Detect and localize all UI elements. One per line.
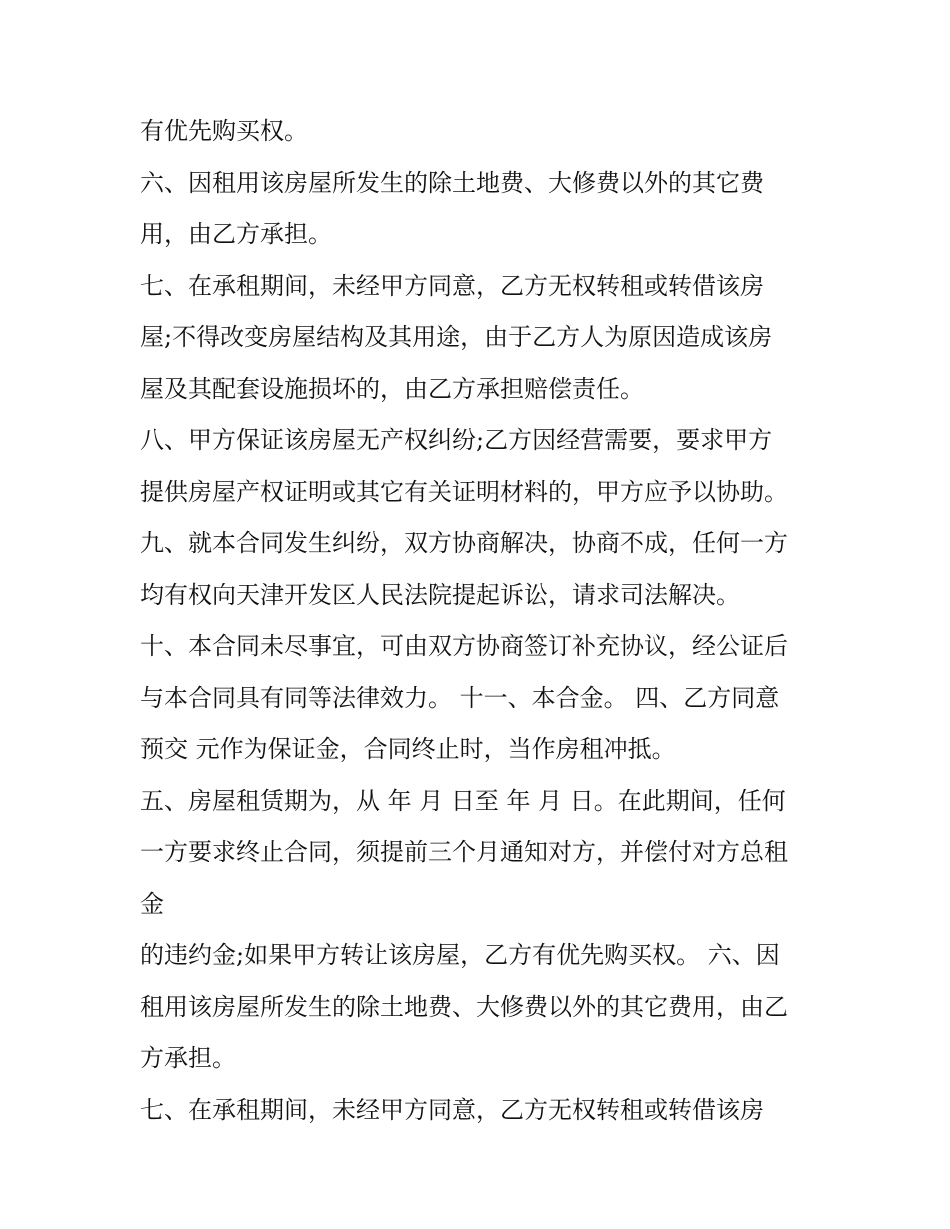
text-line: 屋及其配套设施损坏的，由乙方承担赔偿责任。 xyxy=(140,374,644,403)
text-line: 七、在承租期间，未经甲方同意，乙方无权转租或转借该房 xyxy=(140,271,764,300)
text-line: 屋;不得改变房屋结构及其用途，由于乙方人为原因造成该房 xyxy=(140,323,773,351)
text-line: 均有权向天津开发区人民法院提起诉讼，请求司法解决。 xyxy=(140,580,740,609)
text-line: 方承担。 xyxy=(140,1044,236,1072)
text-line: 预交 元作为保证金，合同终止时，当作房租冲抵。 xyxy=(140,735,676,763)
text-line: 租用该房屋所发生的除土地费、大修费以外的其它费用，由乙 xyxy=(140,992,788,1021)
text-line: 金 xyxy=(140,889,164,918)
text-line: 七、在承租期间，未经甲方同意，乙方无权转租或转借该房 xyxy=(140,1095,764,1124)
text-line: 与本合同具有同等法律效力。 十一、本合金。 四、乙方同意 xyxy=(140,683,780,712)
text-line: 用，由乙方承担。 xyxy=(140,220,332,248)
text-line: 提供房屋产权证明或其它有关证明材料的，甲方应予以协助。 xyxy=(140,477,788,506)
text-line: 六、因租用该房屋所发生的除土地费、大修费以外的其它费 xyxy=(140,168,764,197)
text-line: 的违约金;如果甲方转让该房屋，乙方有优先购买权。 六、因 xyxy=(140,941,780,969)
text-line: 有优先购买权。 xyxy=(140,117,308,145)
text-line: 九、就本合同发生纠纷，双方协商解决，协商不成，任何一方 xyxy=(140,529,788,557)
text-line: 八、甲方保证该房屋无产权纠纷;乙方因经营需要，要求甲方 xyxy=(140,426,773,454)
text-line: 五、房屋租赁期为，从 年 月 日至 年 月 日。在此期间，任何 xyxy=(140,786,786,815)
body-text xyxy=(140,106,820,1136)
text-line: 十、本合同未尽事宜，可由双方协商签订补充协议，经公证后 xyxy=(140,632,788,660)
text-line: 一方要求终止合同，须提前三个月通知对方，并偿付对方总租 xyxy=(140,838,788,866)
